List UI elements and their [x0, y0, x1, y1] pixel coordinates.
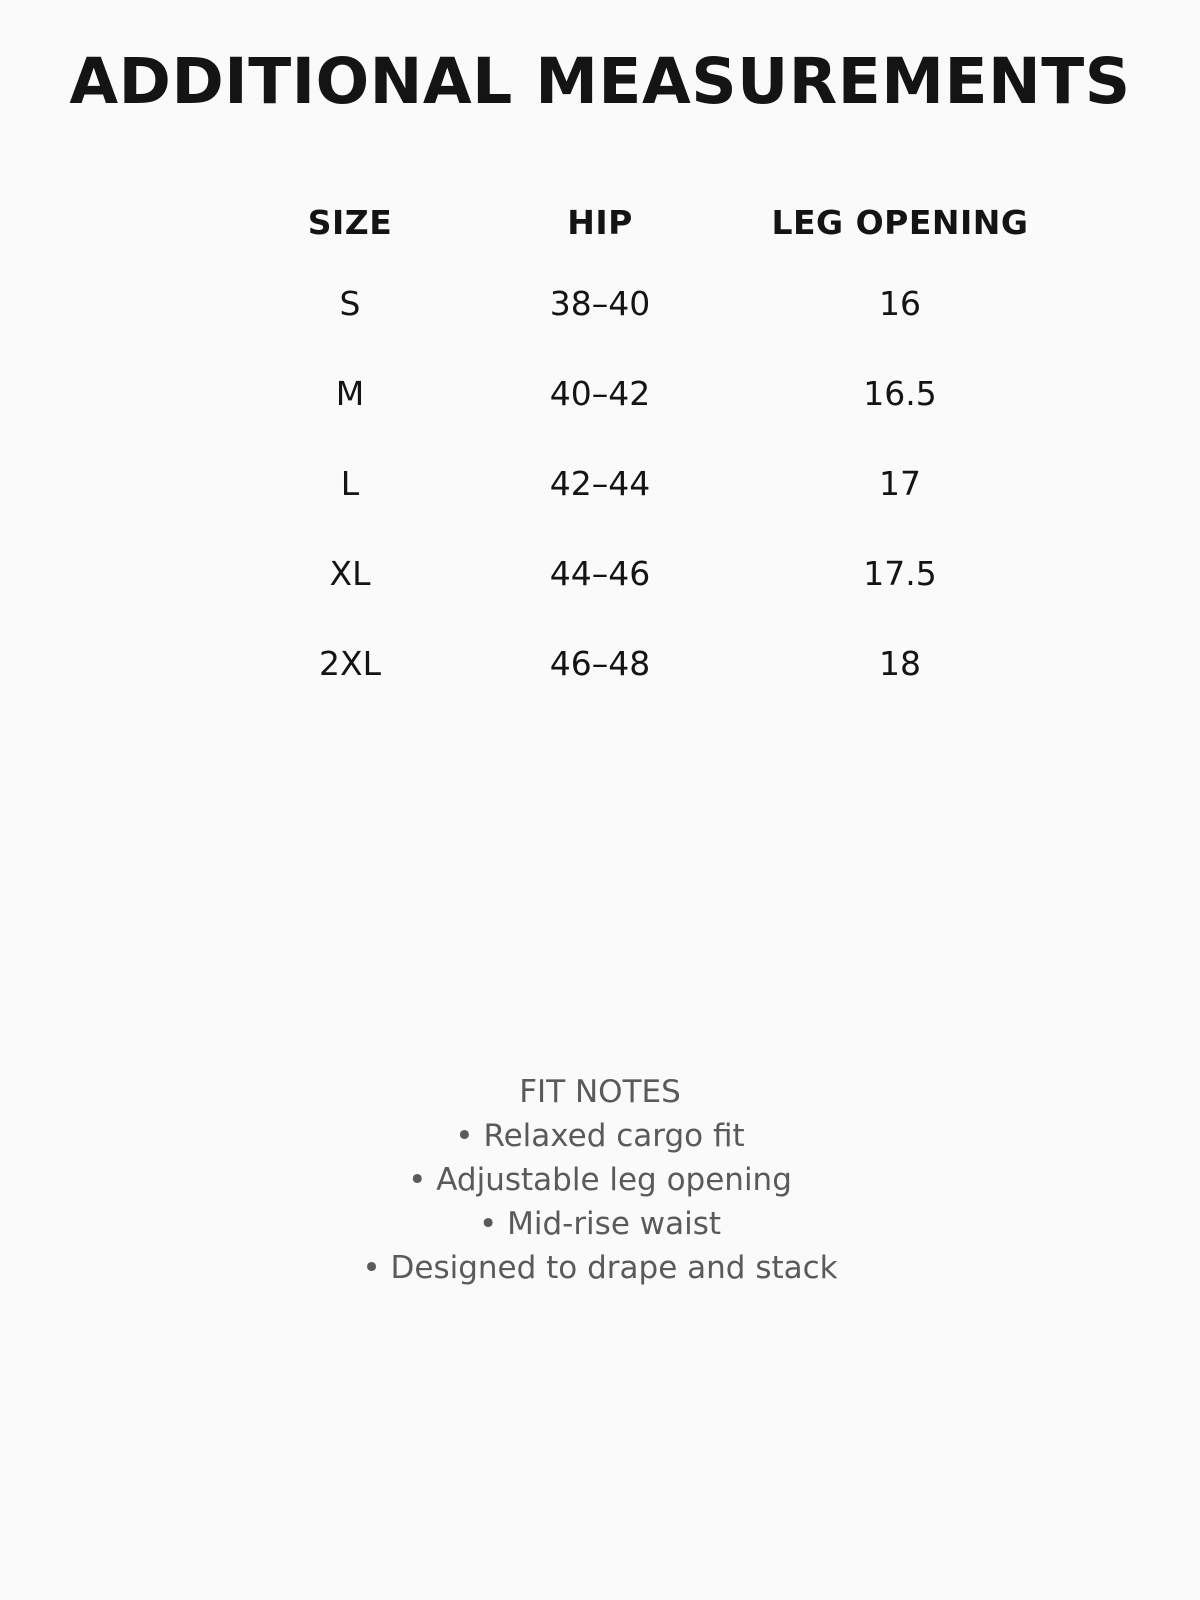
cell-hip: 42–44 [549, 463, 651, 503]
list-item: • Mid-rise waist [0, 1202, 1200, 1246]
cell-hip: 40–42 [549, 373, 651, 413]
table-row [250, 438, 1050, 528]
table-header-row [250, 186, 1050, 258]
cell-size: 2XL [319, 643, 381, 683]
list-item: • Adjustable leg opening [0, 1158, 1200, 1202]
cell-hip: 46–48 [549, 643, 651, 683]
page-title: ADDITIONAL MEASUREMENTS [69, 45, 1131, 118]
cell-leg-opening: 17.5 [863, 553, 937, 593]
fit-notes [0, 1070, 1200, 1290]
cell-size: L [340, 463, 360, 503]
list-item: • Relaxed cargo fit [0, 1114, 1200, 1158]
table-row [250, 528, 1050, 618]
cell-size: S [339, 283, 361, 323]
table-row [250, 348, 1050, 438]
cell-size: XL [329, 553, 371, 593]
cell-leg-opening: 16.5 [863, 373, 937, 413]
measurements-table [250, 186, 1050, 708]
cell-leg-opening: 18 [879, 643, 921, 683]
header-size: SIZE [307, 202, 393, 242]
cell-size: M [335, 373, 365, 413]
header-leg-opening: LEG OPENING [771, 202, 1029, 242]
cell-hip: 44–46 [549, 553, 651, 593]
header-hip: HIP [567, 202, 633, 242]
list-item: • Designed to drape and stack [0, 1246, 1200, 1290]
cell-leg-opening: 17 [879, 463, 921, 503]
cell-leg-opening: 16 [879, 283, 921, 323]
fit-notes-list [0, 1114, 1200, 1290]
cell-hip: 38–40 [549, 283, 651, 323]
table-row [250, 618, 1050, 708]
fit-notes-heading: FIT NOTES [519, 1074, 681, 1110]
table-row [250, 258, 1050, 348]
